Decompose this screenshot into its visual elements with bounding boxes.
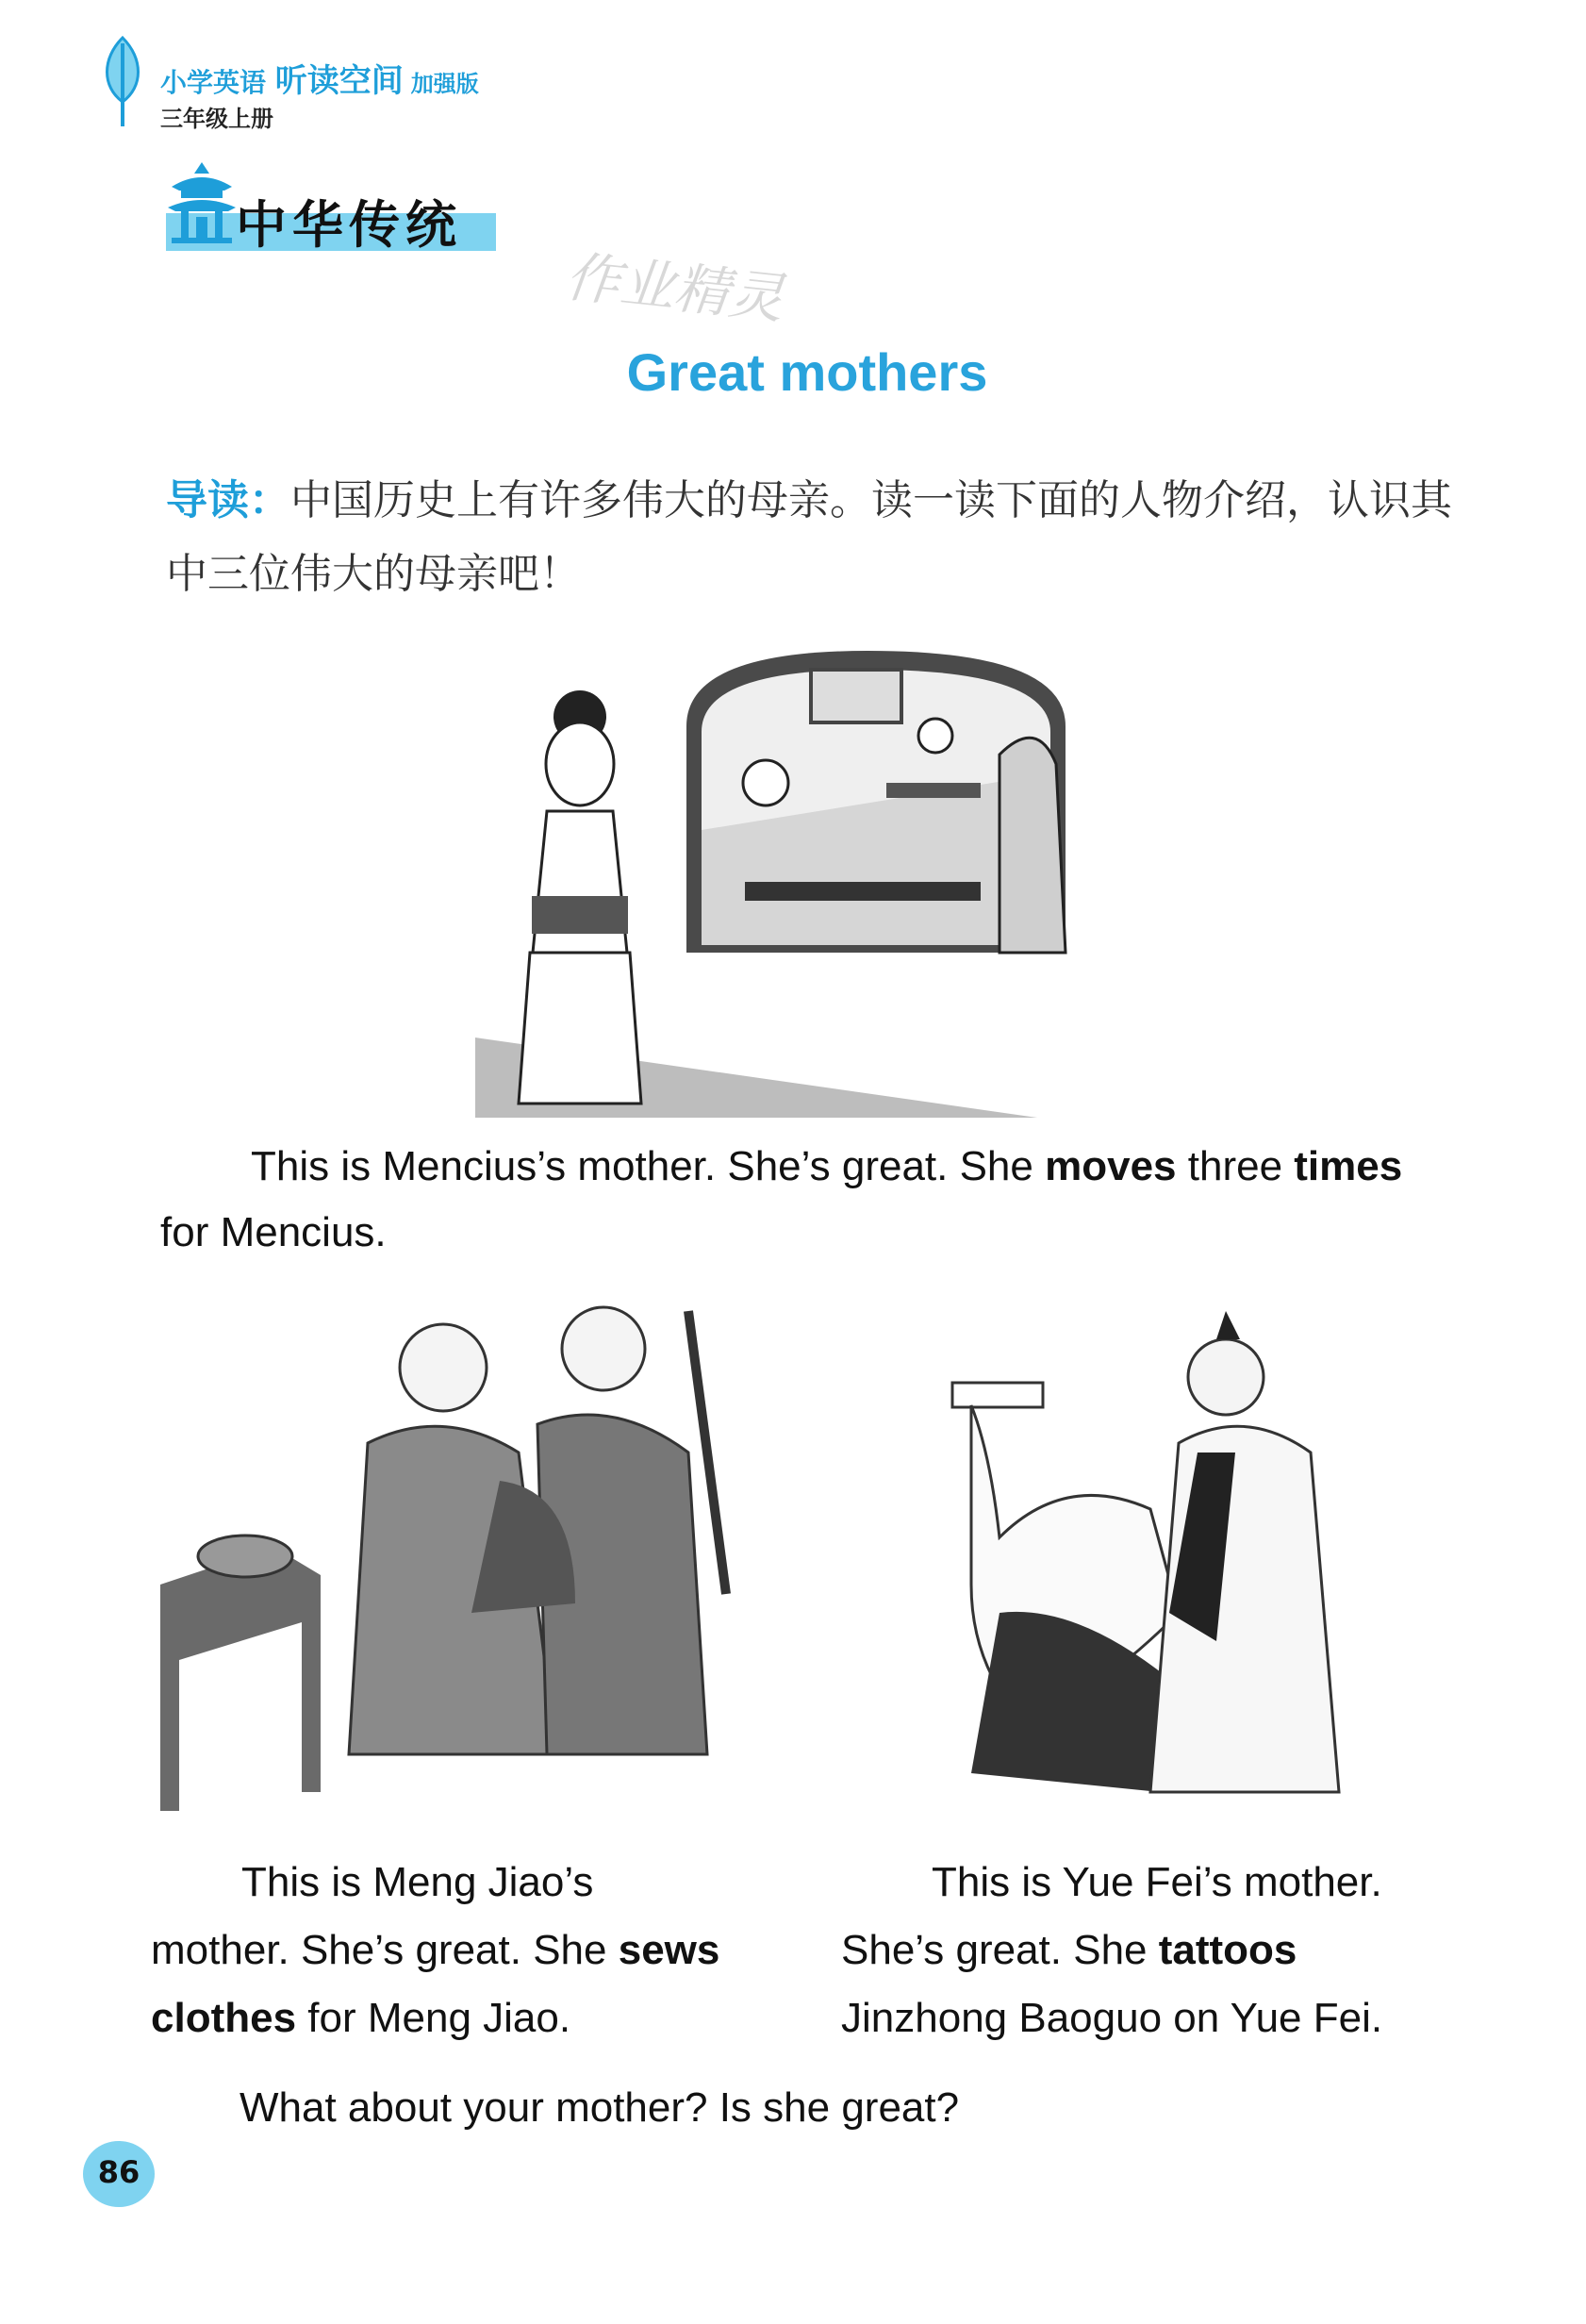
mencius-mother-illustration: [471, 641, 1075, 1122]
meng-jiao-mother-illustration: [160, 1302, 783, 1811]
keyword-moves: moves: [1045, 1143, 1177, 1189]
intro-lead: 导读：: [166, 476, 290, 524]
page-title: Great mothers: [626, 342, 988, 402]
series-title: 小学英语 听读空间 加强版: [160, 62, 479, 100]
yue-fei-mother-illustration: [933, 1302, 1377, 1811]
grade-label: 三年级上册: [160, 106, 273, 132]
section-title: 中华传统: [236, 195, 462, 255]
intro-body: 中国历史上有许多伟大的母亲。读一读下面的人物介绍，认识其中三位伟大的母亲吧！: [166, 476, 1452, 598]
page-number: 86: [97, 2154, 140, 2190]
keyword-tattoos: tattoos: [1158, 1927, 1297, 1973]
meng-jiao-paragraph: This is Meng Jiao’s mother. She’s great. She sews clothes for Meng Jiao.: [151, 1859, 720, 2041]
keyword-sews-clothes: sews clothes: [151, 1927, 720, 2041]
yue-fei-paragraph: This is Yue Fei’s mother. She’s great. She tattoos Jinzhong Baoguo on Yue Fei.: [841, 1859, 1383, 2041]
watermark: 作业精灵: [562, 244, 787, 331]
keyword-times: times: [1294, 1143, 1403, 1189]
mencius-paragraph: This is Mencius’s mother. She’s great. She moves three times for Mencius.: [160, 1143, 1403, 1255]
pavilion-icon: [166, 158, 238, 245]
intro-text: [166, 464, 1467, 611]
closing-question: What about your mother? Is she great?: [240, 2084, 960, 2131]
leaf-icon: [94, 34, 151, 128]
